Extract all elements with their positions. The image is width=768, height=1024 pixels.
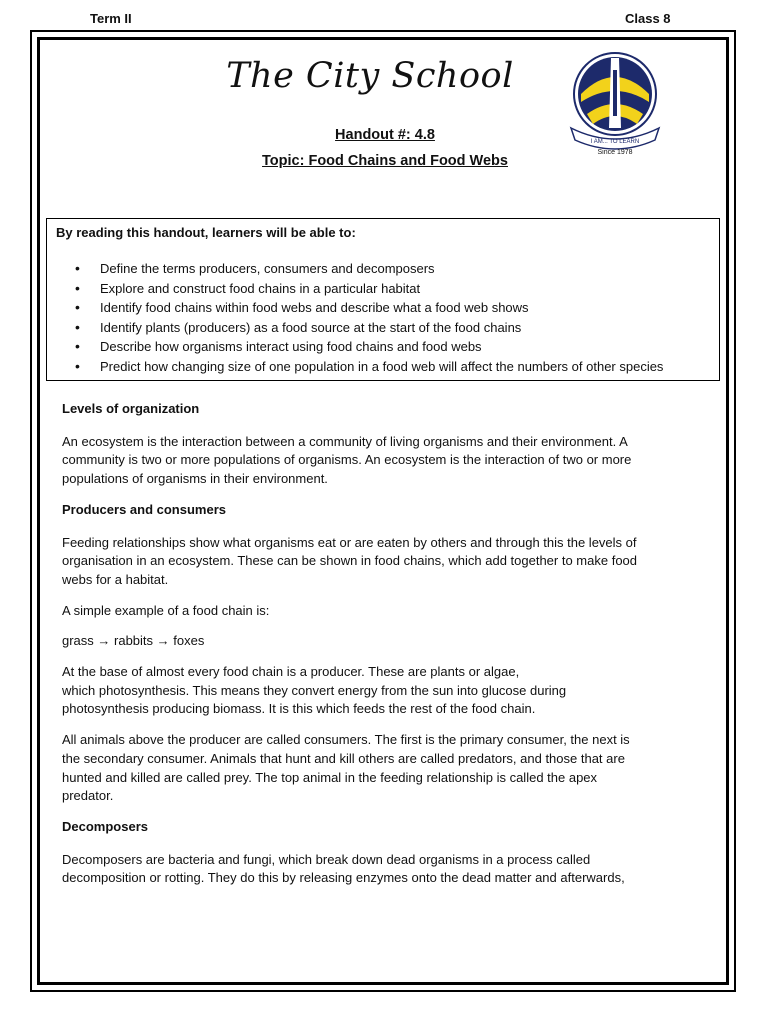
text-line: All animals above the producer are called consumers. The first is the primary consumer, the next is <box>62 732 630 748</box>
producers-heading: Producers and consumers <box>62 501 226 517</box>
school-logo <box>567 50 663 156</box>
text-line: the secondary consumer. Animals that hunt and kill others are called predators, and those that are <box>62 750 625 766</box>
term-label: Term II <box>90 11 132 26</box>
levels-heading: Levels of organization <box>62 401 200 416</box>
text-line: organisation in an ecosystem. These can be shown in food chains, which add together to make food <box>62 553 638 569</box>
text-line: predator. <box>62 788 114 804</box>
objective-item: • Explore and construct food chains in a particular habitat <box>62 279 663 299</box>
class-label: Class 8 <box>625 11 671 26</box>
text-line: populations of organisms in their environment. <box>62 471 328 487</box>
objective-item: • Identify plants (producers) as a food source at the start of the food chains <box>62 318 663 338</box>
topic-title: Topic: Food Chains and Food Webs <box>262 153 508 169</box>
text-line: photosynthesis producing biomass. It is this which feeds the rest of the food chain. <box>62 701 536 717</box>
objectives-list <box>62 259 663 377</box>
text-line: decomposition or rotting. They do this by releasing enzymes onto the dead matter and afterwards, <box>62 870 625 886</box>
handout-body <box>62 400 722 900</box>
text-line: hunted and killed are called prey. The top animal in the feeding relationship is called the apex <box>62 769 598 785</box>
producer-paragraph <box>62 663 722 719</box>
objective-item: • Predict how changing size of one population in a food web will affect the numbers of other species <box>62 357 663 377</box>
objectives-heading: By reading this handout, learners will be able to: <box>56 225 356 240</box>
text-line: community is two or more populations of organisms. An ecosystem is the interaction of two or more <box>62 452 632 468</box>
text-line: webs for a habitat. <box>62 571 169 587</box>
consumer-paragraph <box>62 731 722 806</box>
objective-item: • Define the terms producers, consumers and decomposers <box>62 259 663 279</box>
example-intro: A simple example of a food chain is: <box>62 602 270 618</box>
feeding-paragraph <box>62 534 722 590</box>
text-line: Decomposers are bacteria and fungi, which break down dead organisms in a process called <box>62 851 591 867</box>
food-chain-example: grass → rabbits → foxes <box>62 633 205 649</box>
text-line: An ecosystem is the interaction between a community of living organisms and their environment. A <box>62 433 628 449</box>
text-line: which photosynthesis. This means they convert energy from the sun into glucose during <box>62 682 567 698</box>
objective-item: • Identify food chains within food webs and describe what a food web shows <box>62 298 663 318</box>
handout-number: Handout #: 4.8 <box>335 127 435 143</box>
decomposers-paragraph <box>62 851 722 888</box>
logo-motto: I AM... TO LEARN <box>590 139 640 145</box>
objective-item: • Describe how organisms interact using food chains and food webs <box>62 337 663 357</box>
school-title: The City School <box>226 56 514 96</box>
logo-since: Since 1978 <box>597 149 633 156</box>
text-line: Feeding relationships show what organisms eat or are eaten by others and through this the levels of <box>62 534 637 550</box>
decomposers-heading: Decomposers <box>62 818 148 834</box>
text-line: At the base of almost every food chain is a producer. These are plants or algae, <box>62 664 520 680</box>
levels-paragraph <box>62 433 722 489</box>
